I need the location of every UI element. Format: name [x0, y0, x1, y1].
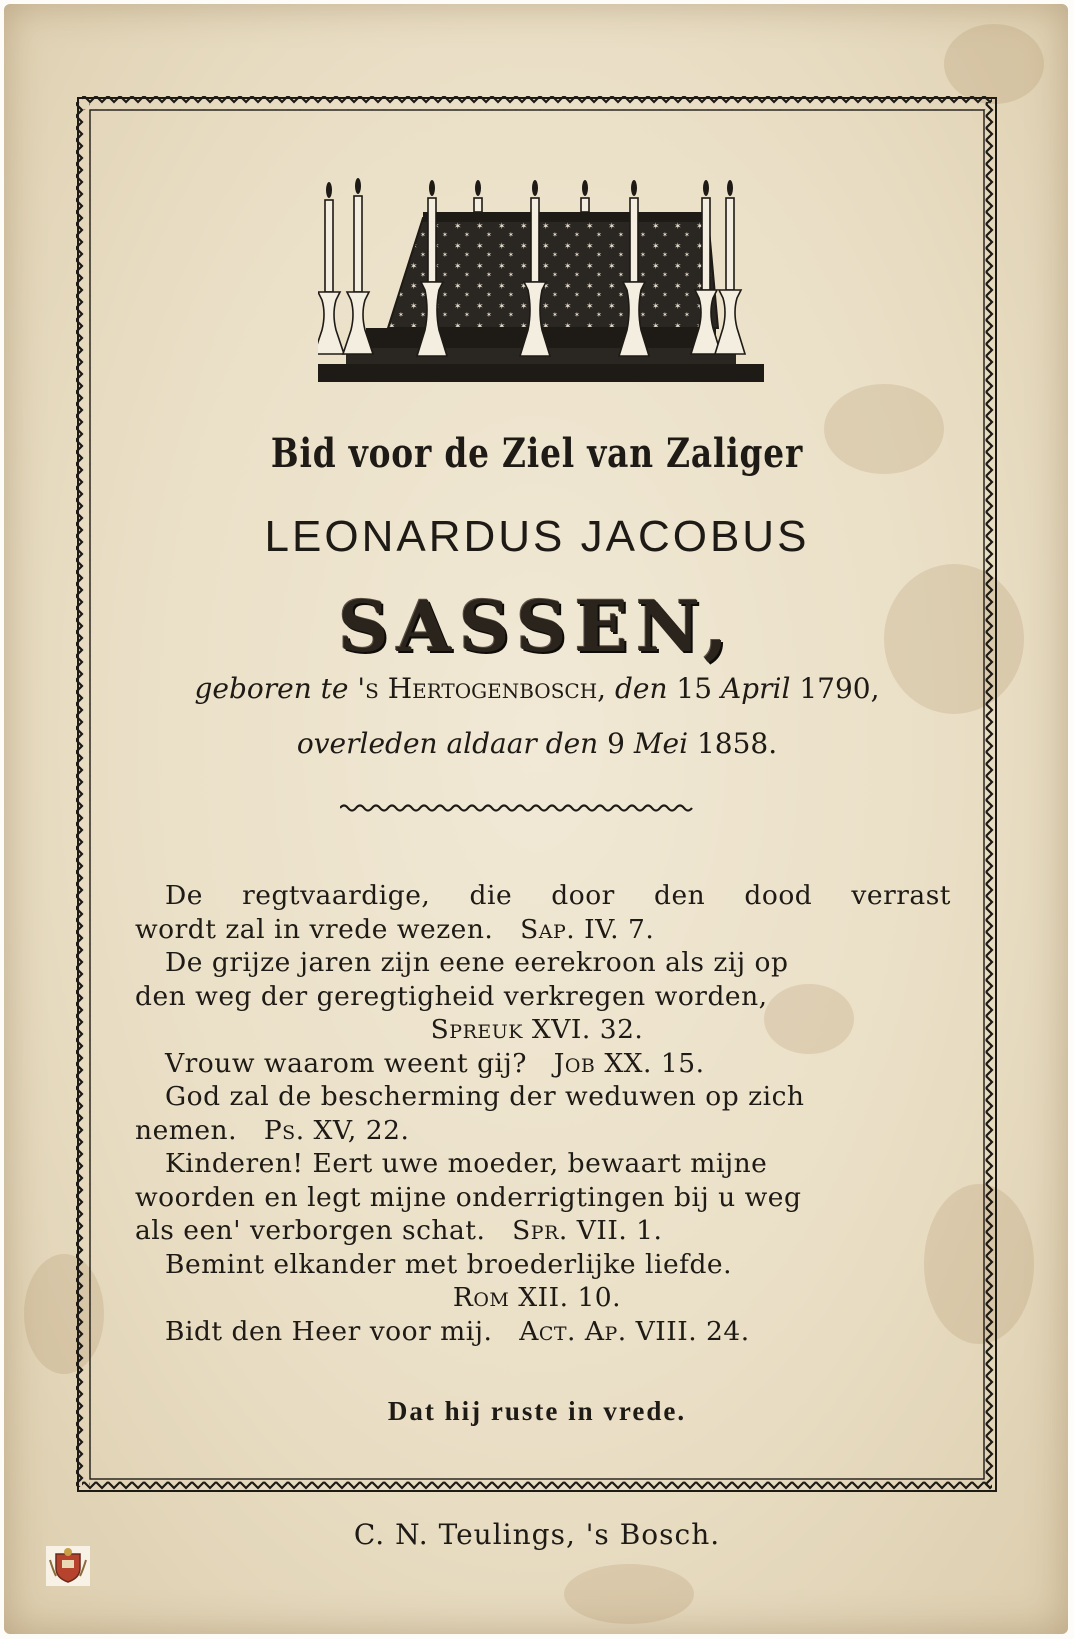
verse-line: [135, 1114, 951, 1148]
birth-place: 's Hertogenbosch: [357, 672, 598, 705]
verse-line: De grijze jaren zijn eene eerekroon als zij op: [165, 947, 789, 978]
verse-line: [135, 1214, 951, 1248]
verse-reference: Act. Ap. VIII. 24.: [519, 1316, 750, 1347]
verse-word: De: [165, 880, 203, 911]
verse-text: wordt zal in vrede wezen.: [135, 914, 494, 945]
verse-line: God zal de bescherming der weduwen op zich: [165, 1081, 805, 1112]
verse-word: den: [654, 880, 706, 911]
birth-month: April: [720, 672, 791, 705]
wavy-divider: [340, 800, 696, 816]
birth-den: den: [614, 672, 668, 705]
birth-year: 1790,: [799, 672, 880, 705]
verse-word: die: [469, 880, 513, 911]
birth-day: 15: [676, 672, 713, 705]
verse-text: nemen.: [135, 1115, 238, 1146]
stain: [564, 1564, 694, 1624]
coat-of-arms-icon: [46, 1546, 90, 1586]
death-year: 1858.: [696, 727, 778, 760]
verse-word: verrast: [851, 880, 951, 911]
verse-reference: Rom XII. 10.: [452, 1282, 622, 1313]
verse-reference: Spreuk XVI. 32.: [430, 1014, 644, 1045]
verse-reference: Ps. XV, 22.: [263, 1115, 410, 1146]
surname: SASSEN,: [338, 585, 736, 668]
verse-word: door: [551, 880, 615, 911]
birth-prefix: geboren te: [194, 672, 349, 705]
verse-text: Bidt den Heer voor mij.: [165, 1316, 493, 1347]
verse-line: Kinderen! Eert uwe moeder, bewaart mijne: [165, 1148, 768, 1179]
verse-line: woorden en legt mijne onderrigtingen bij u weg: [135, 1182, 802, 1213]
verse-word: regtvaardige,: [242, 880, 431, 911]
verse-line: [135, 1047, 981, 1081]
verse-line: [135, 879, 951, 913]
verse-word: dood: [744, 880, 813, 911]
printer-imprint: C. N. Teulings, 's Bosch.: [353, 1518, 721, 1551]
given-names: LEONARDUS JACOBUS: [264, 512, 810, 561]
death-line: [0, 727, 1074, 760]
verse-line: Bemint elkander met broederlijke liefde.: [165, 1249, 733, 1280]
verse-line: [135, 1315, 981, 1349]
closing-blessing: Dat hij ruste in vrede.: [387, 1396, 687, 1426]
verse-text: Vrouw waarom weent gij?: [165, 1048, 527, 1079]
catafalque-illustration: [318, 178, 764, 390]
birth-comma: ,: [597, 672, 607, 705]
death-day: 9: [607, 727, 625, 760]
verse-line: [135, 913, 951, 947]
verse-reference: Sap. IV. 7.: [520, 914, 655, 945]
verse-line: den weg der geregtigheid verkregen worden,: [135, 981, 768, 1012]
verse-reference: Spr. VII. 1.: [512, 1215, 663, 1246]
death-prefix: overleden aldaar den: [296, 727, 599, 760]
verse-reference: Job XX. 15.: [553, 1048, 705, 1079]
death-month: Mei: [633, 727, 689, 760]
verse-text: als een' verborgen schat.: [135, 1215, 486, 1246]
birth-line: [0, 672, 1074, 705]
prayer-heading: Bid voor de Ziel van Zaliger: [270, 430, 804, 477]
